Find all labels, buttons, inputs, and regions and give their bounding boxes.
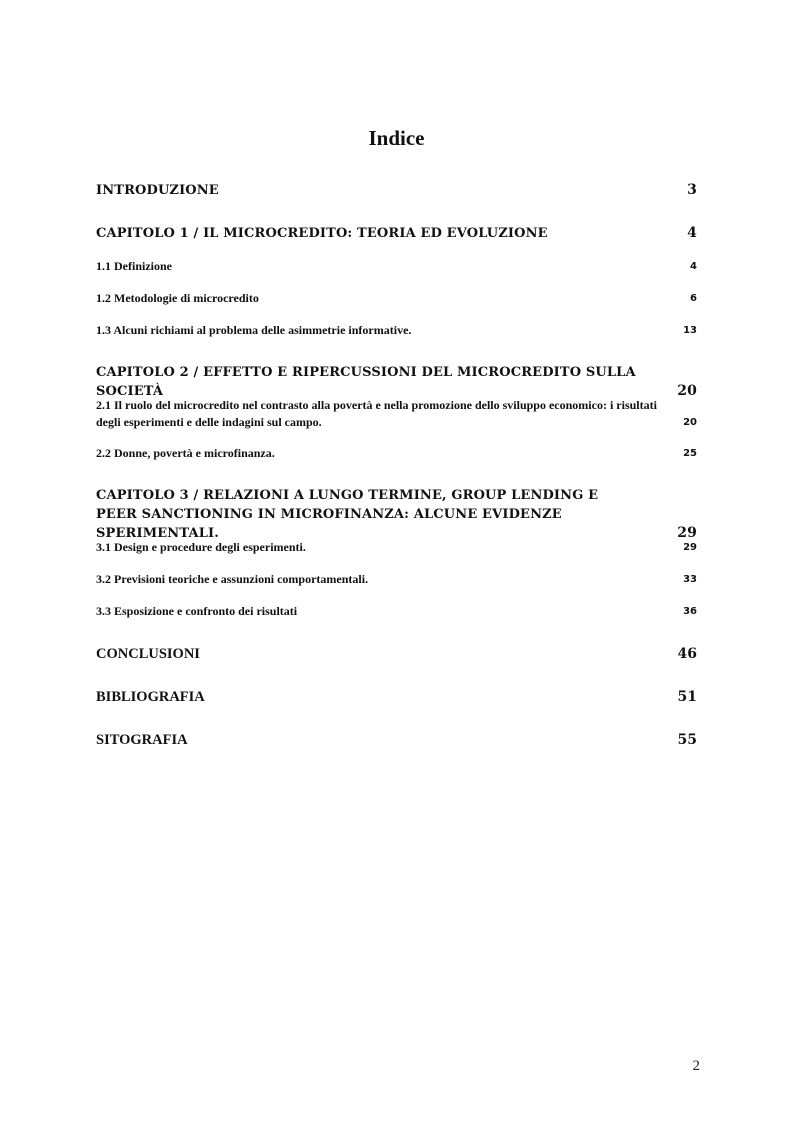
toc-entry-2-2[interactable] bbox=[96, 445, 697, 462]
toc-entry-page: 25 bbox=[683, 448, 697, 459]
toc-entry-label: CAPITOLO 2 / EFFETTO E RIPERCUSSIONI DEL MICROCREDITO SULLA SOCIETÀ bbox=[96, 365, 636, 399]
toc-entry-page: 29 bbox=[683, 542, 697, 553]
toc-entry-1-1[interactable] bbox=[96, 258, 697, 275]
toc-entry-label: SITOGRAFIA bbox=[96, 732, 188, 748]
toc-entry-label: CAPITOLO 1 / IL MICROCREDITO: TEORIA ED EVOLUZIONE bbox=[96, 226, 548, 241]
toc-entry-label: 2.2 Donne, povertà e microfinanza. bbox=[96, 446, 275, 460]
toc-entry-2-1[interactable] bbox=[96, 397, 697, 431]
toc-entry-page: 4 bbox=[690, 261, 697, 272]
toc-entry-3-1[interactable] bbox=[96, 539, 697, 556]
toc-entry-page: 51 bbox=[677, 689, 697, 705]
page-number: 2 bbox=[692, 1058, 700, 1074]
toc-entry-label: 2.1 Il ruolo del microcredito nel contrasto alla povertà e nella promozione dello sviluppo economico: i risultati degli esperimenti e delle indagini sul campo. bbox=[96, 398, 657, 429]
toc-entry-label: INTRODUZIONE bbox=[96, 183, 219, 198]
toc-entry-page: 29 bbox=[677, 525, 697, 541]
toc-entry-page: 20 bbox=[677, 383, 697, 399]
toc-entry-label: BIBLIOGRAFIA bbox=[96, 689, 205, 705]
toc-entry-label: 3.1 Design e procedure degli esperimenti. bbox=[96, 540, 306, 554]
toc-entry-page: 3 bbox=[687, 182, 697, 198]
toc-entry-capitolo-2[interactable] bbox=[96, 363, 697, 401]
toc-entry-label: 1.3 Alcuni richiami al problema delle asimmetrie informative. bbox=[96, 323, 412, 337]
toc-entry-page: 4 bbox=[687, 225, 697, 241]
toc-entry-3-2[interactable] bbox=[96, 571, 697, 588]
toc-entry-page: 13 bbox=[683, 325, 697, 336]
toc-entry-sitografia[interactable] bbox=[96, 730, 697, 750]
toc-entry-label: 3.3 Esposizione e confronto dei risultati bbox=[96, 604, 298, 618]
toc-entry-label: CONCLUSIONI bbox=[96, 646, 200, 662]
toc-entry-capitolo-1[interactable] bbox=[96, 224, 697, 243]
toc-entry-bibliografia[interactable] bbox=[96, 687, 697, 707]
toc-entry-3-3[interactable] bbox=[96, 603, 697, 620]
toc-entry-label: 3.2 Previsioni teoriche e assunzioni comportamentali. bbox=[96, 572, 369, 586]
toc-entry-1-2[interactable] bbox=[96, 290, 697, 307]
toc-entry-page: 55 bbox=[677, 732, 697, 748]
toc-entry-page: 33 bbox=[683, 574, 697, 585]
toc-entry-page: 20 bbox=[683, 417, 697, 428]
page-title: Indice bbox=[368, 126, 425, 150]
toc-entry-label: 1.2 Metodologie di microcredito bbox=[96, 291, 259, 305]
toc-entry-1-3[interactable] bbox=[96, 322, 697, 339]
toc-entry-page: 46 bbox=[677, 646, 697, 662]
toc-entry-label: CAPITOLO 3 / RELAZIONI A LUNGO TERMINE, GROUP LENDING E PEER SANCTIONING IN MICROFINANZA: ALCUNE EVIDENZE SPERIMENTALI. bbox=[96, 488, 599, 541]
toc-entry-page: 6 bbox=[690, 293, 697, 304]
toc-entry-introduzione[interactable] bbox=[96, 181, 697, 200]
toc-entry-conclusioni[interactable] bbox=[96, 644, 697, 664]
toc-entry-capitolo-3[interactable] bbox=[96, 486, 697, 543]
toc-entry-page: 36 bbox=[683, 606, 697, 617]
toc-entry-label: 1.1 Definizione bbox=[96, 259, 172, 273]
